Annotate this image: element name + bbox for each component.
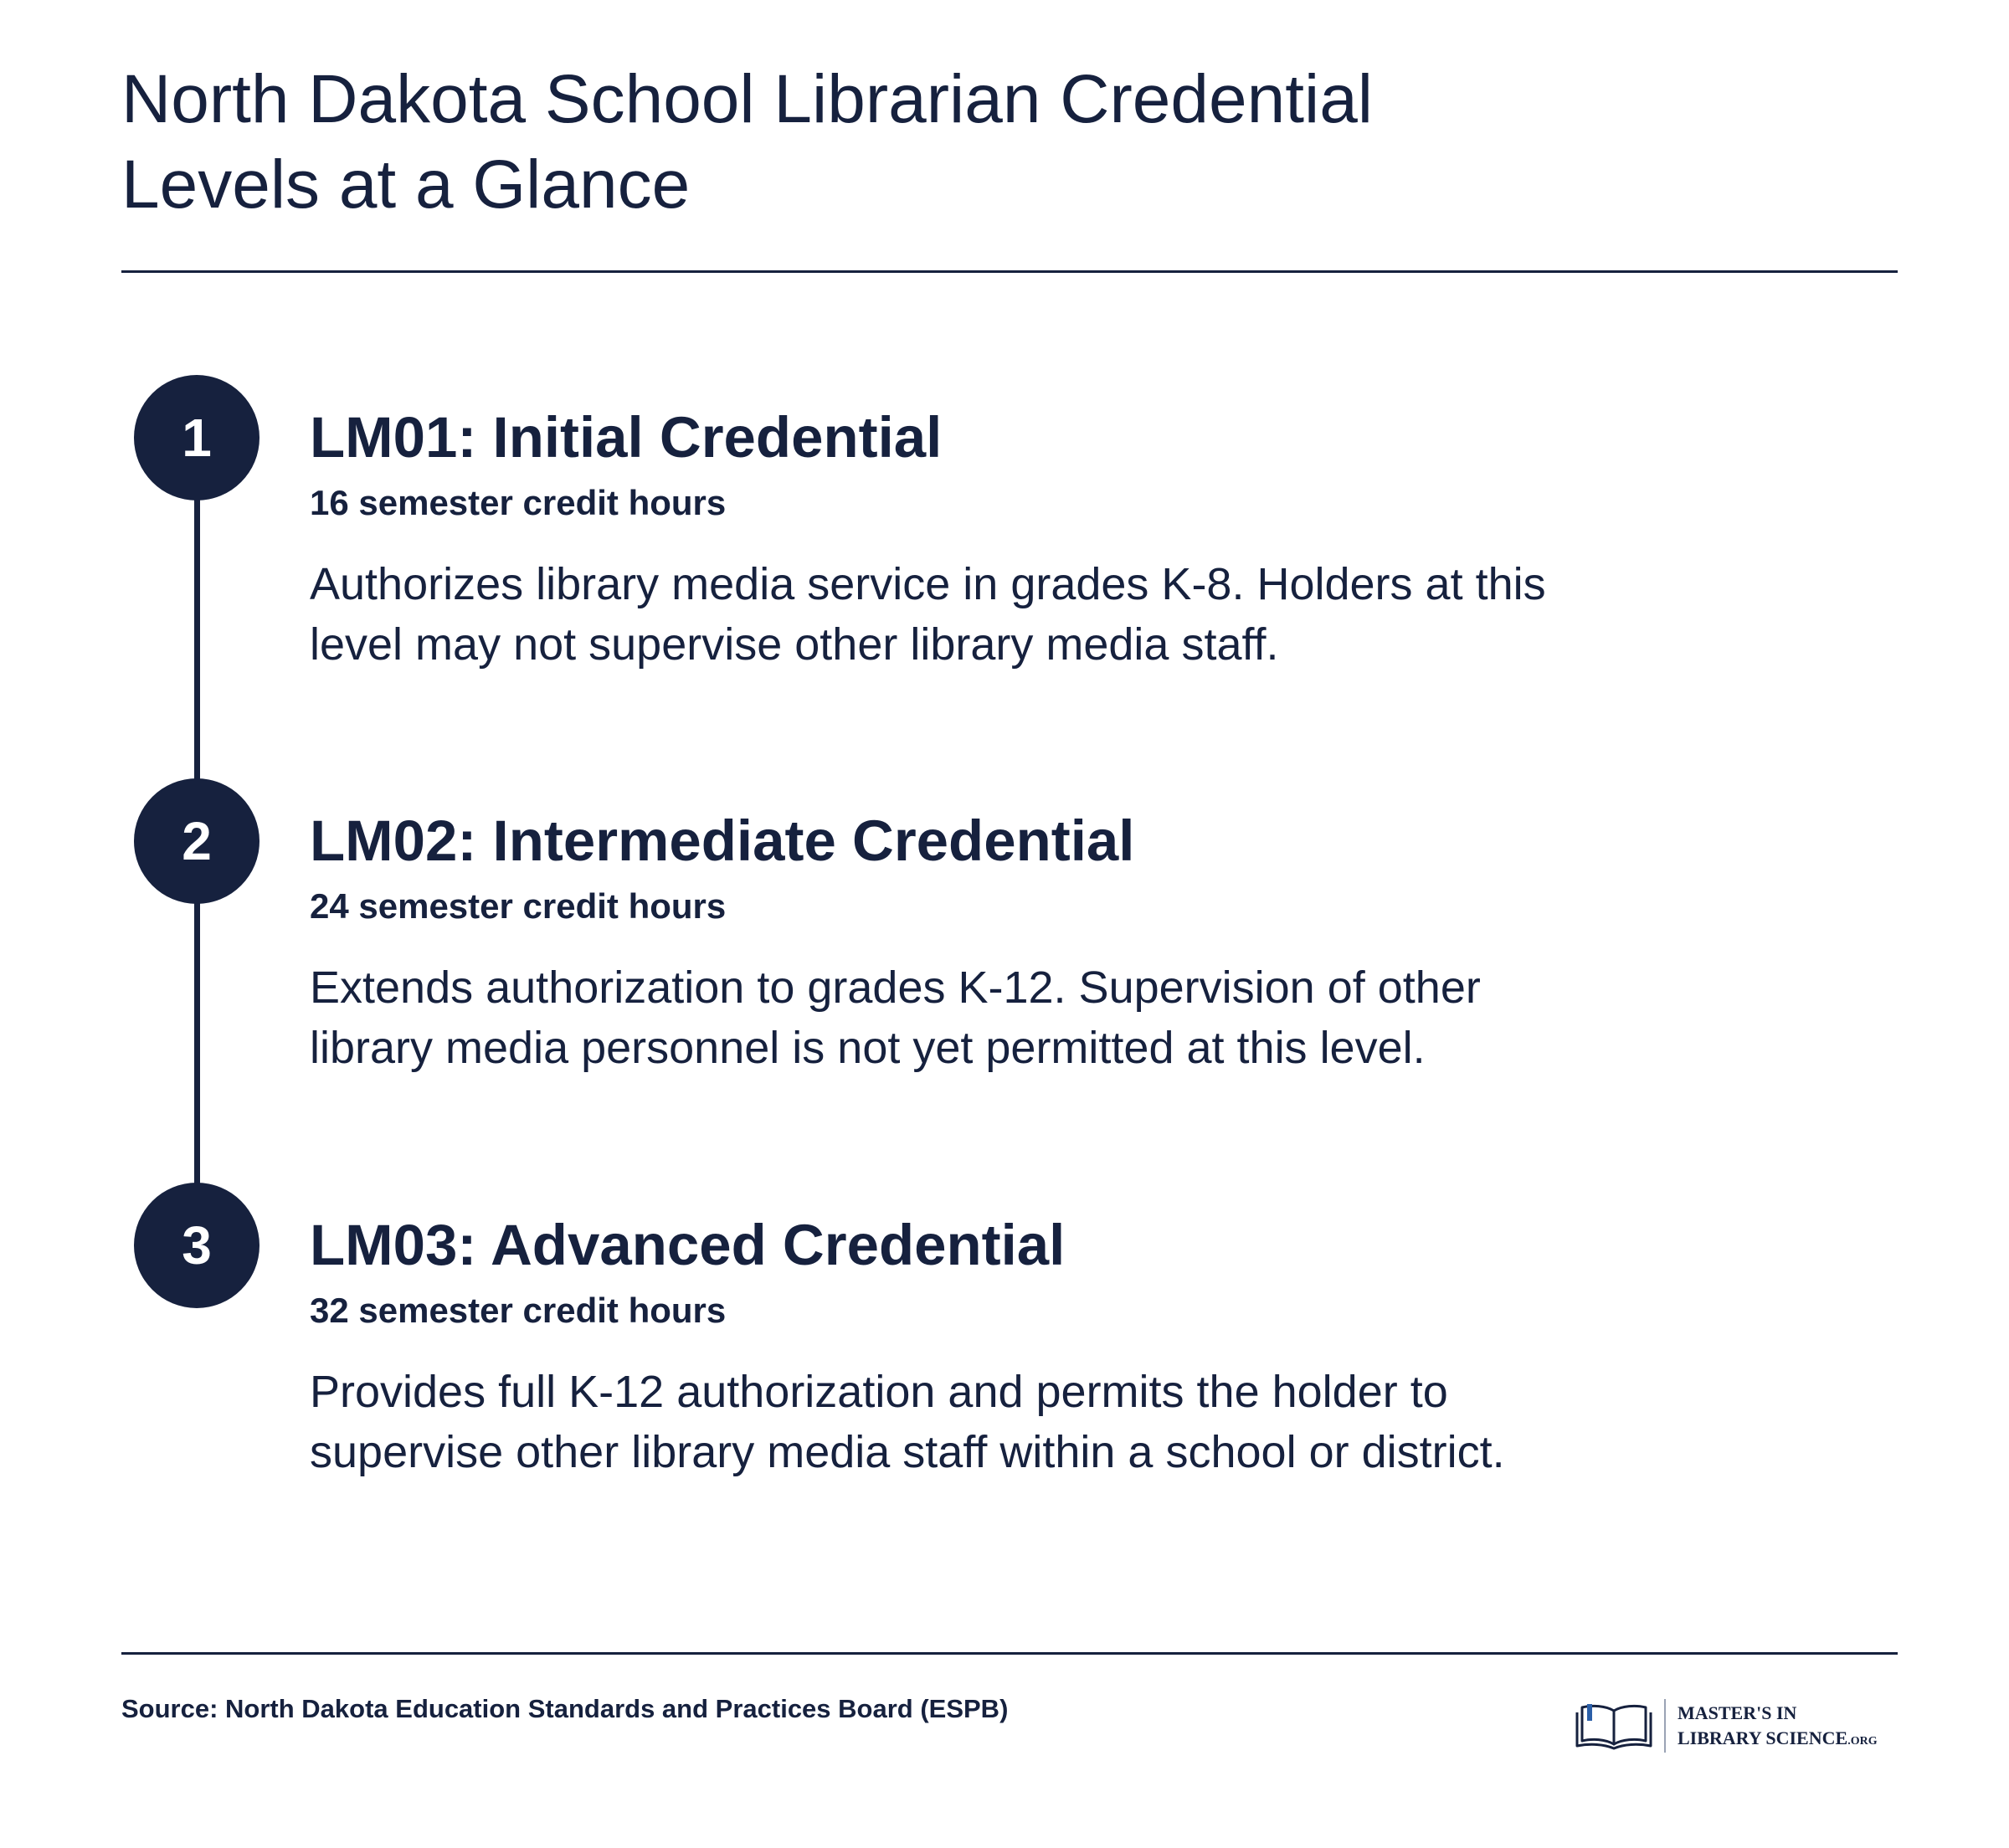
open-book-icon bbox=[1574, 1701, 1654, 1751]
logo-text-top: MASTER'S IN bbox=[1678, 1702, 1797, 1723]
site-logo bbox=[1574, 1697, 1900, 1756]
footer-divider bbox=[121, 1652, 1898, 1655]
timeline-connector bbox=[194, 887, 200, 1188]
source-citation: Source: North Dakota Education Standards and Practices Board (ESPB) bbox=[121, 1694, 1009, 1723]
step-number-badge: 3 bbox=[134, 1183, 259, 1308]
header-divider bbox=[121, 270, 1898, 273]
timeline-connector bbox=[194, 485, 200, 787]
page-title: North Dakota School Librarian Credential Levels at a Glance bbox=[121, 61, 1374, 223]
step-title: LM02: Intermediate Credential bbox=[310, 808, 1135, 873]
step-title: LM01: Initial Credential bbox=[310, 405, 943, 470]
step-credit-hours: 24 semester credit hours bbox=[310, 886, 727, 926]
step-credit-hours: 16 semester credit hours bbox=[310, 483, 727, 522]
logo-text-bottom bbox=[1678, 1726, 1878, 1754]
step-number-badge: 2 bbox=[134, 778, 259, 904]
logo-separator bbox=[1664, 1699, 1666, 1753]
logo-text-suffix: .ORG bbox=[1847, 1735, 1878, 1748]
step-description: Provides full K-12 authorization and permits the holder to supervise other library media staff within a school or district. bbox=[310, 1367, 1505, 1477]
credential-step bbox=[310, 1209, 1582, 1482]
logo-text-main: LIBRARY SCIENCE bbox=[1678, 1727, 1848, 1748]
step-number-badge: 1 bbox=[134, 375, 259, 501]
credential-step bbox=[310, 805, 1582, 1078]
step-credit-hours: 32 semester credit hours bbox=[310, 1291, 727, 1330]
step-title: LM03: Advanced Credential bbox=[310, 1213, 1066, 1277]
credential-step bbox=[310, 402, 1582, 675]
step-description: Extends authorization to grades K-12. Supervision of other library media personnel is not yet permitted at this level. bbox=[310, 963, 1481, 1073]
step-description: Authorizes library media service in grades K-8. Holders at this level may not supervise other library media staff. bbox=[310, 559, 1546, 670]
